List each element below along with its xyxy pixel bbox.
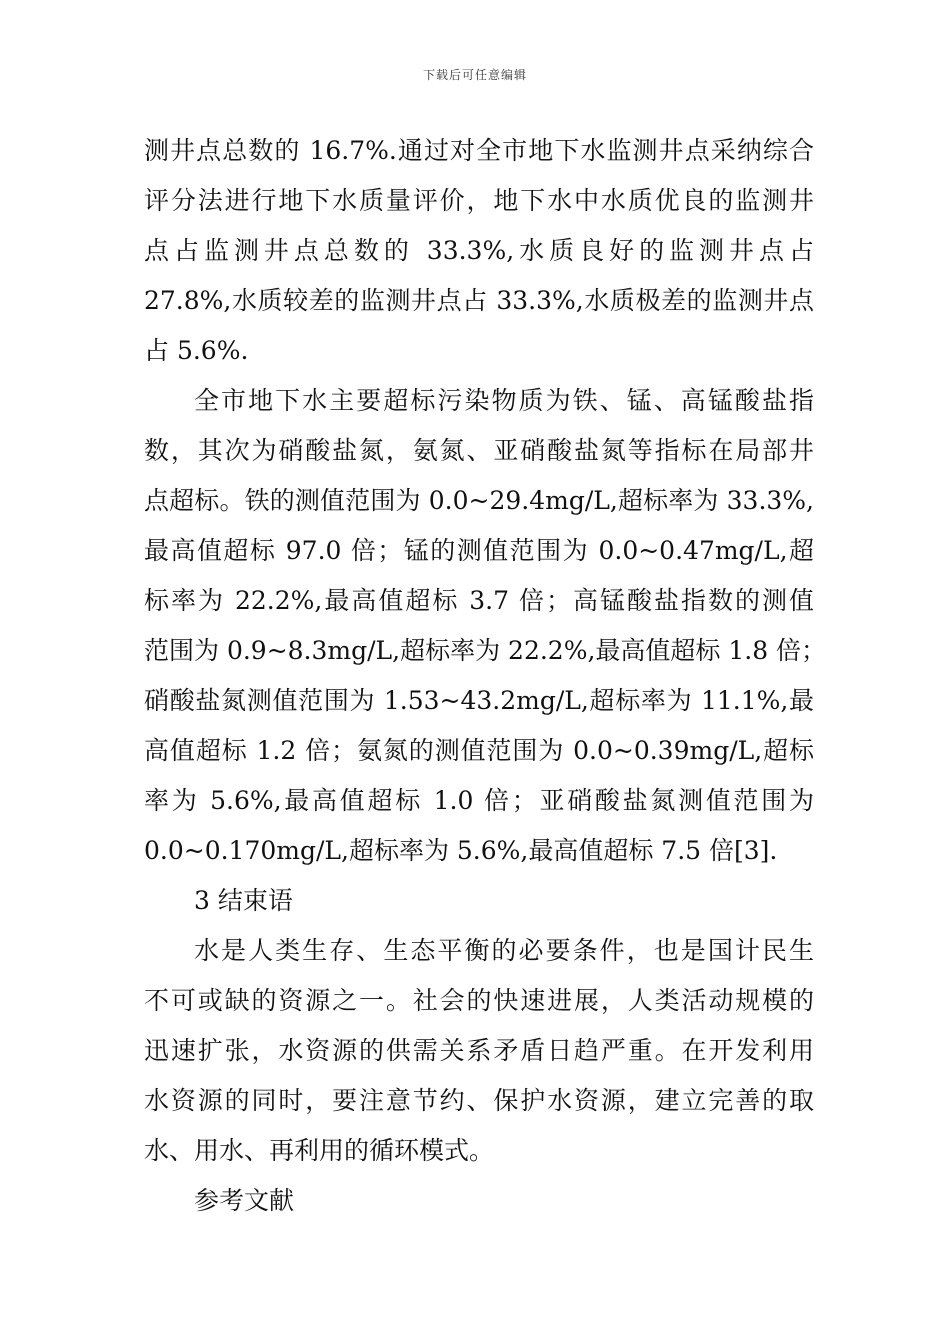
text-line: 全市地下水主要超标污染物质为铁、锰、高锰酸盐指	[194, 386, 814, 415]
text-line: 率为 5.6%,最高值超标 1.0 倍；亚硝酸盐氮测值范围为	[144, 786, 814, 815]
text-line: 范围为 0.9~8.3mg/L,超标率为 22.2%,最高值超标 1.8 倍；	[144, 636, 827, 665]
document-body	[144, 126, 827, 1226]
page-header: 下载后可任意编辑	[422, 68, 527, 82]
text-line: 硝酸盐氮测值范围为 1.53~43.2mg/L,超标率为 11.1%,最	[144, 686, 814, 715]
section-heading-references: 参考文献	[194, 1186, 295, 1215]
paragraph-groundwater-quality	[144, 126, 814, 376]
text-line: 标率为 22.2%,最高值超标 3.7 倍；高锰酸盐指数的测值	[144, 586, 814, 615]
paragraph-conclusion	[144, 926, 814, 1176]
text-line: 0.0~0.170mg/L,超标率为 5.6%,最高值超标 7.5 倍[3].	[144, 836, 778, 865]
text-line: 水资源的同时，要注意节约、保护水资源，建立完善的取	[144, 1086, 814, 1115]
text-line: 高值超标 1.2 倍；氨氮的测值范围为 0.0~0.39mg/L,超标	[144, 736, 814, 765]
text-line: 数，其次为硝酸盐氮，氨氮、亚硝酸盐氮等指标在局部井	[144, 436, 814, 465]
paragraph-pollutants	[144, 376, 827, 876]
text-line: 占 5.6%.	[144, 336, 249, 365]
text-line: 测井点总数的 16.7%.通过对全市地下水监测井点采纳综合	[144, 136, 814, 165]
text-line: 水、用水、再利用的循环模式。	[144, 1136, 495, 1165]
text-line: 点占监测井点总数的 33.3%,水质良好的监测井点占	[144, 236, 814, 265]
text-line: 点超标。铁的测值范围为 0.0~29.4mg/L,超标率为 33.3%,	[144, 486, 814, 515]
text-line: 评分法进行地下水质量评价，地下水中水质优良的监测井	[144, 186, 814, 215]
text-line: 不可或缺的资源之一。社会的快速进展，人类活动规模的	[144, 986, 814, 1015]
text-line: 最高值超标 97.0 倍；锰的测值范围为 0.0~0.47mg/L,超	[144, 536, 814, 565]
section-heading-conclusion: 3 结束语	[194, 886, 293, 915]
text-line: 迅速扩张，水资源的供需关系矛盾日趋严重。在开发利用	[144, 1036, 814, 1065]
text-line: 27.8%,水质较差的监测井点占 33.3%,水质极差的监测井点	[144, 286, 814, 315]
text-line: 水是人类生存、生态平衡的必要条件，也是国计民生	[194, 936, 814, 965]
